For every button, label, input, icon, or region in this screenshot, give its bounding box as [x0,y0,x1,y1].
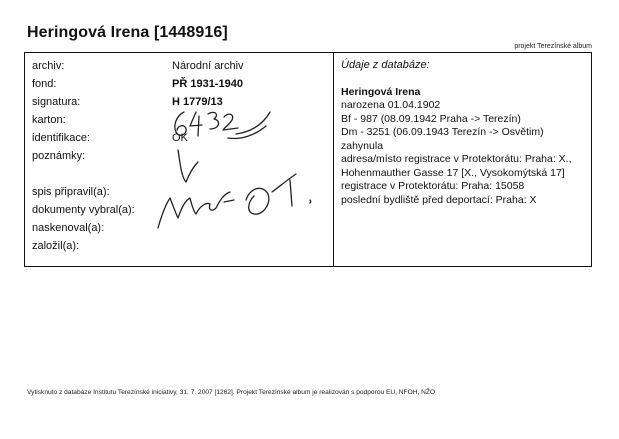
record-title: Heringová Irena [1448916] [27,24,228,41]
label-signatura: signatura: [32,96,81,108]
row-fond [32,78,327,96]
value-archiv: Národní archiv [172,60,244,72]
database-heading: Údaje z databáze: [341,59,430,71]
label-spis-pripravil: spis připravil(a): [32,186,110,198]
value-identifikace: OK [172,132,188,144]
label-zalozil: založil(a): [32,240,80,252]
detail-line: zahynula [341,139,384,152]
label-karton: karton: [32,114,66,126]
project-label: projekt Terezínské album [514,43,592,50]
value-signatura: H 1779/13 [172,96,223,108]
detail-line: registrace v Protektorátu: Praha: 15058 [341,180,525,192]
value-fond: PŘ 1931-1940 [172,78,243,90]
detail-line: poslední bydliště před deportací: Praha: X [341,193,537,206]
row-archiv [32,60,327,78]
detail-line: Hohenmauther Gasse 17 [X., Vysokomýtská 17] [341,166,565,179]
print-footer: Vytisknuto z databáze Institutu Terezínské iniciativy, 31. 7. 2007 [1262]. Projekt Terezínské album je realizován s podporou EU, NFOH, NŽO [27,389,436,396]
detail-line: Dm - 3251 (06.09.1943 Terezín -> Osvětim) [341,126,544,138]
detail-line: narozena 01.04.1902 [341,99,441,111]
person-name: Heringová Irena [341,85,421,98]
label-poznamky: poznámky: [32,150,86,162]
detail-line: Bf - 987 (08.09.1942 Praha -> Terezín) [341,112,521,125]
label-naskenoval: naskenoval(a): [32,222,105,234]
label-dokumenty-vybral: dokumenty vybral(a): [32,204,135,216]
column-divider [333,53,334,266]
row-zalozil [32,240,327,258]
label-identifikace: identifikace: [32,132,91,144]
handwritten-signature [150,170,330,230]
record-card [24,52,592,267]
database-details [341,59,586,207]
label-archiv: archiv: [32,60,65,72]
detail-line: adresa/místo registrace v Protektorátu: Praha: X., [341,153,572,165]
handwritten-karton-number [170,108,280,148]
label-fond: fond: [32,78,57,90]
